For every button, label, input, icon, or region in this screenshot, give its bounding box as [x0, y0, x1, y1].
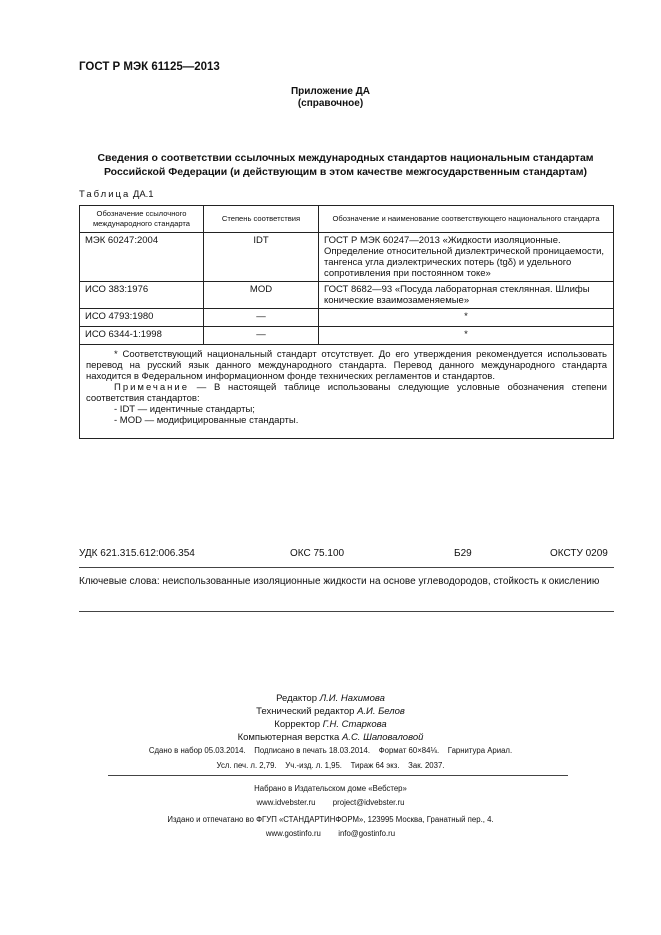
cell-degree: — — [204, 327, 319, 345]
divider — [79, 611, 614, 612]
credit-corrector — [0, 718, 661, 731]
cell-ref: МЭК 60247:2004 — [80, 233, 204, 282]
cell-ref: ИСО 383:1976 — [80, 282, 204, 309]
credits — [0, 692, 661, 744]
section-title-line2: Российской Федерации (и действующим в этом качестве межгосударственным стандартам) — [103, 166, 588, 178]
annex-title: Приложение ДА — [290, 86, 371, 97]
standards-table — [79, 205, 614, 439]
keywords: Ключевые слова: неиспользованные изоляционные жидкости на основе углеводородов, стойкость к окислению — [79, 576, 600, 587]
note — [86, 382, 607, 404]
note-word: Примечание — [114, 382, 189, 393]
header-ref: Обозначение ссылочного международного стандарта — [80, 206, 204, 233]
note-text: — В настоящей таблице использованы следующие условные обозначения степени соответствия стандартов: — [86, 382, 607, 404]
table-header-row — [80, 206, 614, 233]
table-row — [80, 282, 614, 309]
header-degree: Степень соответствия — [204, 206, 319, 233]
credit-label: Редактор — [276, 693, 318, 704]
note-item-idt: - IDT — идентичные стандарты; — [114, 404, 255, 415]
credit-layout — [0, 731, 661, 744]
credit-label: Компьютерная верстка — [237, 732, 340, 743]
imprint-line2: Усл. печ. л. 2,79. Уч.-изд. л. 1,95. Тираж 64 экз. Зак. 2037. — [216, 761, 445, 770]
credit-label: Корректор — [274, 719, 321, 730]
table-caption — [79, 189, 154, 200]
imprint-line5: Издано и отпечатано во ФГУП «СТАНДАРТИНФОРМ», 123995 Москва, Гранатный пер., 4. — [167, 815, 494, 824]
cell-national: ГОСТ Р МЭК 60247—2013 «Жидкости изоляционные. Определение относительной диэлектрической проницаемости, тангенса угла диэлектрических потерь (tgδ) и удельного сопротивления при постоянном токе» — [319, 233, 614, 282]
imprint-line1: Сдано в набор 05.03.2014. Подписано в печать 18.03.2014. Формат 60×84⅛. Гарнитура Ариал. — [148, 746, 513, 755]
section-title-line1: Сведения о соответствии ссылочных международных стандартов национальным стандартам — [97, 152, 594, 164]
credit-tech-editor — [0, 705, 661, 718]
group-code: Б29 — [454, 548, 472, 559]
cell-ref: ИСО 4793:1980 — [80, 309, 204, 327]
cell-national: ГОСТ 8682—93 «Посуда лабораторная стеклянная. Шлифы конические взаимозаменяемые» — [319, 282, 614, 309]
header-national: Обозначение и наименование соответствующего национального стандарта — [319, 206, 614, 233]
table-row — [80, 233, 614, 282]
imprint-line3: Набрано в Издательском доме «Вебстер» — [254, 784, 407, 793]
table-notes — [80, 345, 614, 439]
divider — [79, 567, 614, 568]
table-caption-word: Таблица — [79, 189, 131, 200]
note-item-mod: - MOD — модифицированные стандарты. — [114, 415, 299, 426]
credit-editor — [0, 692, 661, 705]
credit-name: А.И. Белов — [357, 706, 405, 717]
table-notes-row — [80, 345, 614, 439]
cell-degree: MOD — [204, 282, 319, 309]
credit-name: Л.И. Нахимова — [319, 693, 385, 704]
imprint-line6: www.gostinfo.ru info@gostinfo.ru — [265, 829, 396, 838]
imprint-line4: www.idvebster.ru project@idvebster.ru — [256, 798, 405, 807]
oks: ОКС 75.100 — [290, 548, 345, 559]
okstu: ОКСТУ 0209 — [550, 548, 608, 559]
cell-ref: ИСО 6344-1:1998 — [80, 327, 204, 345]
divider — [108, 775, 568, 776]
footnote: * Соответствующий национальный стандарт отсутствует. До его утверждения рекомендуется использовать перевод на русский язык данного международного стандарта. Перевод данного международного стандарта находится в Федеральном информационном фонде технических регламентов и стандартов. — [86, 349, 607, 382]
table-caption-number: ДА.1 — [132, 189, 154, 200]
credit-label: Технический редактор — [256, 706, 355, 717]
cell-national: * — [319, 327, 614, 345]
cell-degree: — — [204, 309, 319, 327]
udk: УДК 621.315.612:006.354 — [79, 548, 195, 559]
table-row — [80, 327, 614, 345]
cell-degree: IDT — [204, 233, 319, 282]
credit-name: А.С. Шаповаловой — [341, 732, 424, 743]
table-row — [80, 309, 614, 327]
credit-name: Г.Н. Старкова — [322, 719, 387, 730]
section-title — [70, 151, 621, 179]
standard-id-header: ГОСТ Р МЭК 61125—2013 — [79, 61, 220, 73]
annex-subtitle: (справочное) — [297, 98, 364, 109]
cell-national: * — [319, 309, 614, 327]
